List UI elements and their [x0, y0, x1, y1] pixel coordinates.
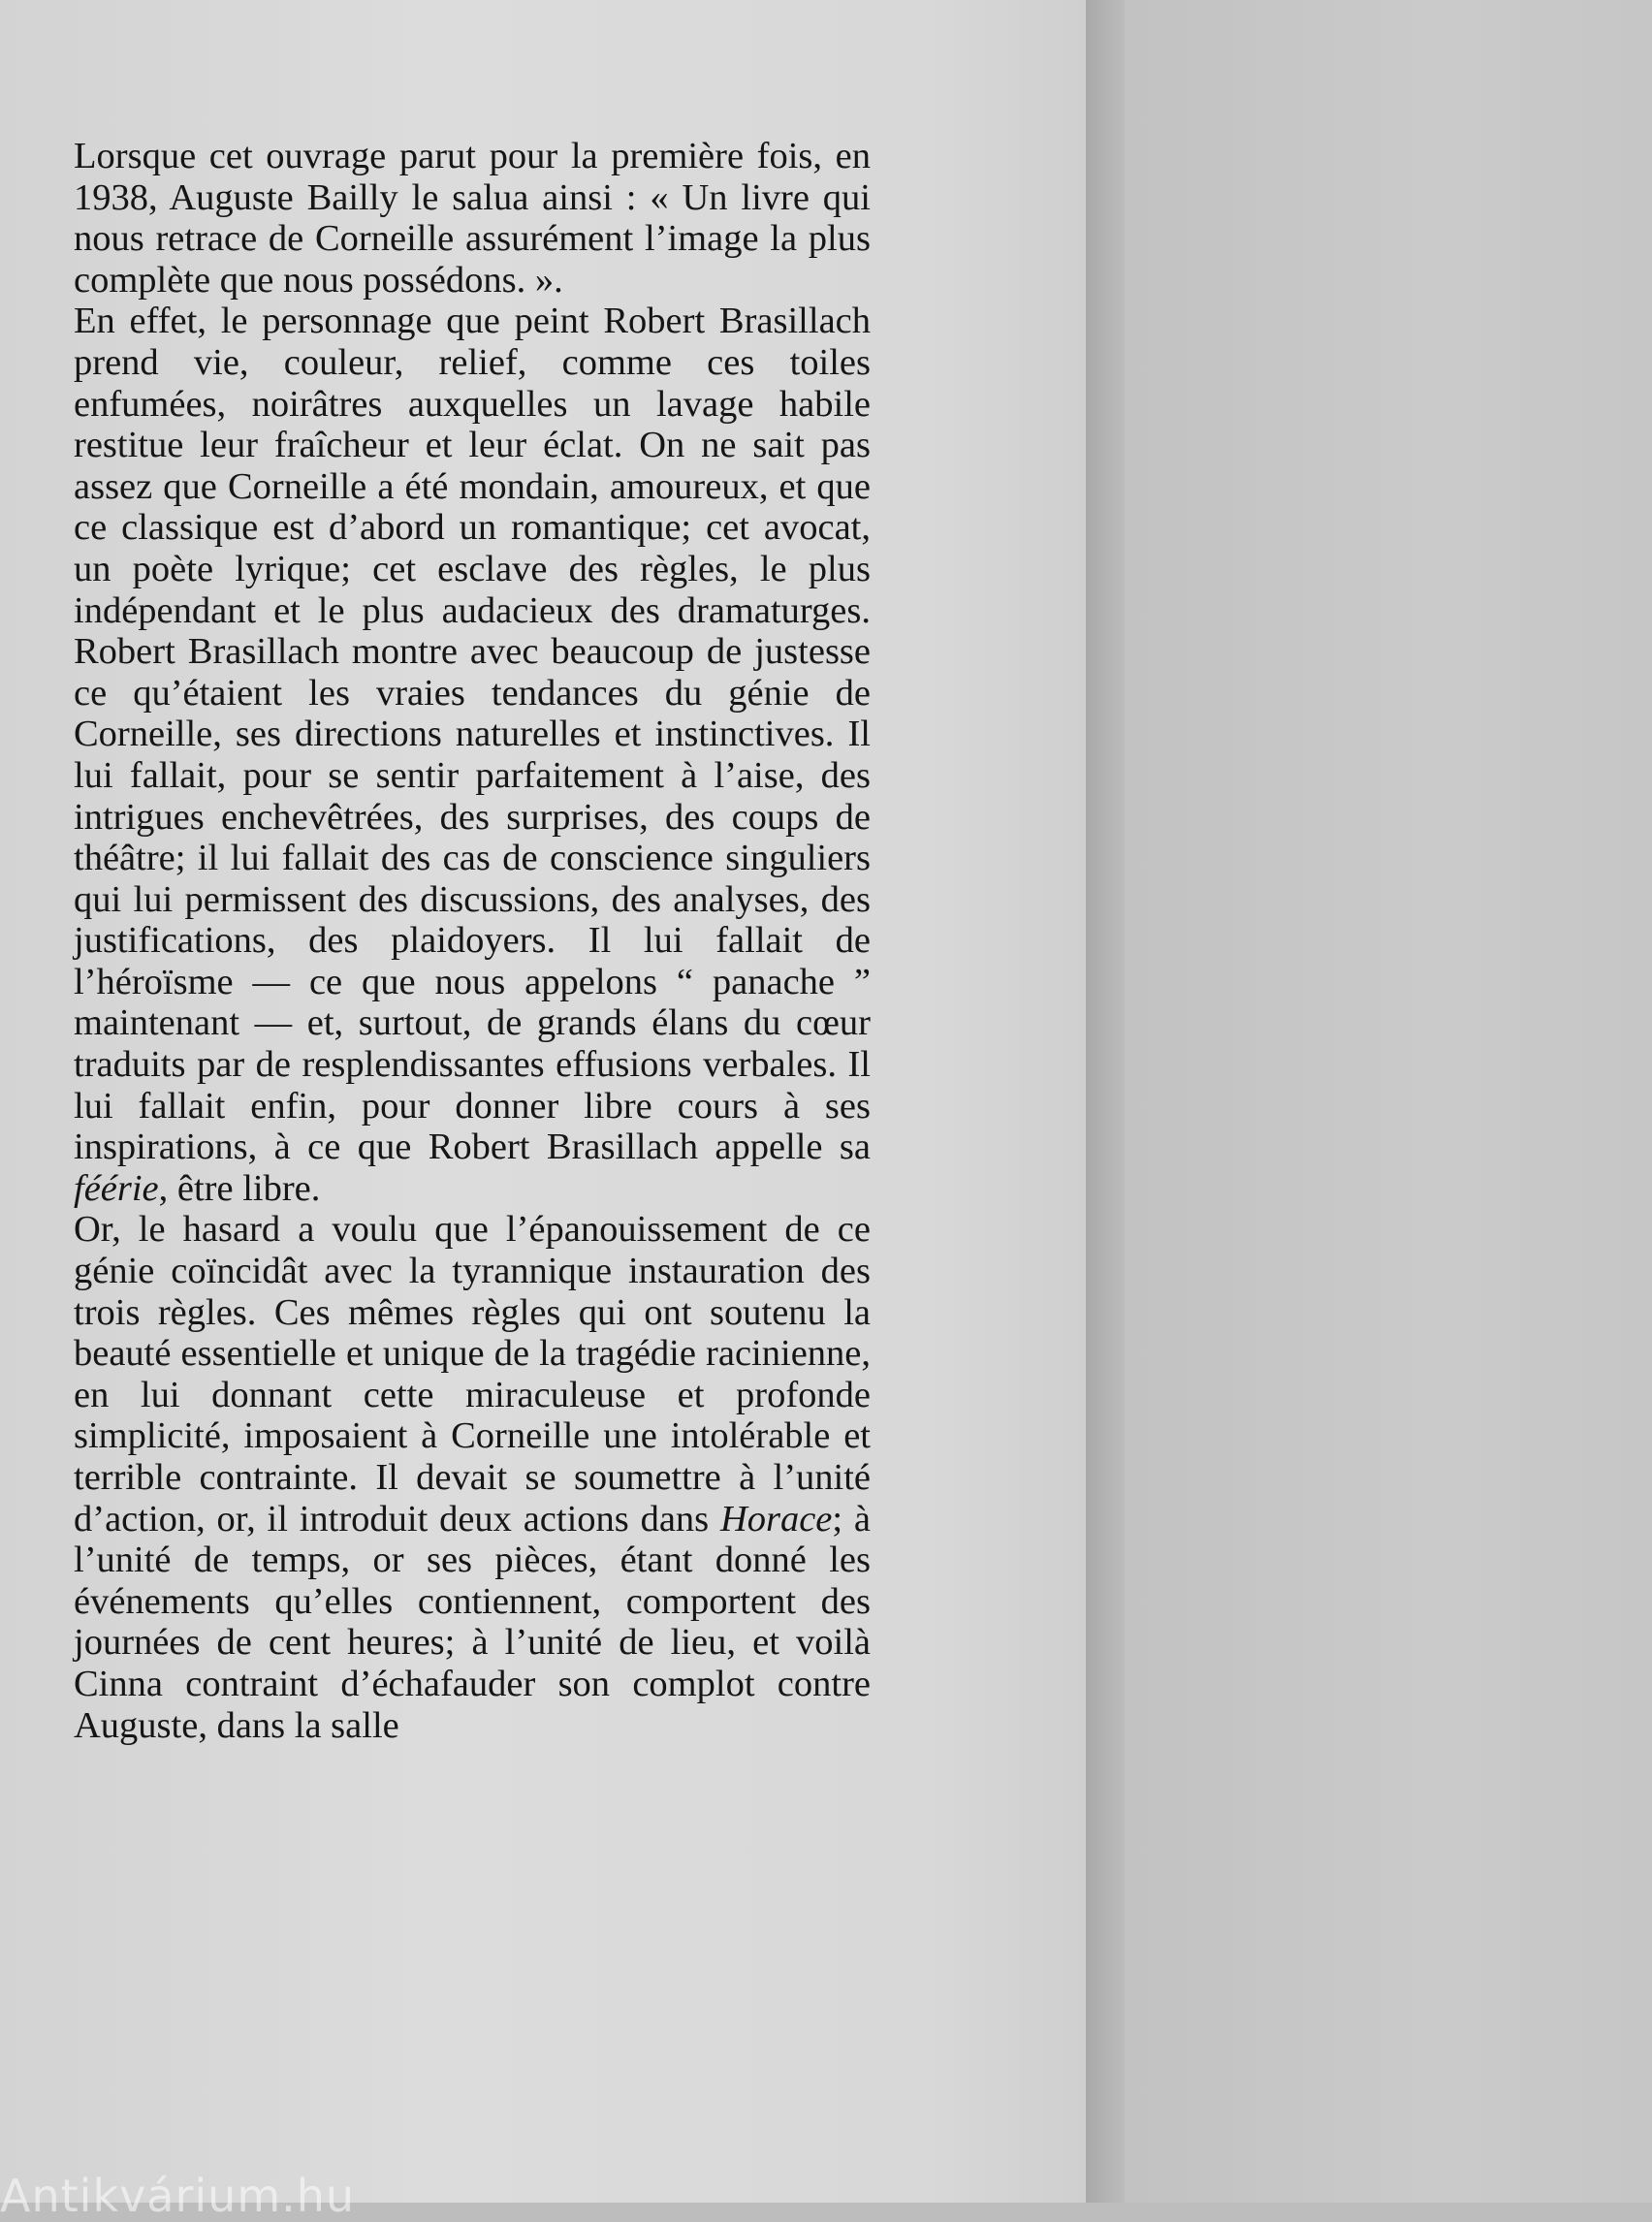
text-column	[74, 136, 871, 1746]
paragraph-2	[74, 301, 871, 1209]
paragraph-3-italic: Horace	[719, 1498, 833, 1540]
paragraph-2-end: , être libre.	[158, 1167, 321, 1209]
paragraph-3-end: ; à l’unité de temps, or ses pièces, étant donné les événements qu’elles contiennent, comportent des journées de cent heures; à l’unité de lieu, et voilà Cinna contraint d’échafauder son complot contre Auguste, dans la salle	[74, 1498, 871, 1746]
paragraph-3	[74, 1209, 871, 1746]
paragraph-3-text: Or, le hasard a voulu que l’épanouissement de ce génie coïncidât avec la tyrannique instauration des trois règles. Ces mêmes règles qui ont soutenu la beauté essentielle et unique de la tragédie racinienne, en lui donnant cette miraculeuse et profonde simplicité, imposaient à Corneille une intolérable et terrible contrainte. Il devait se soumettre à l’unité d’action, or, il introduit deux actions dans	[74, 1209, 871, 1540]
page-shadow-edge	[1086, 0, 1125, 2203]
paragraph-2-text: En effet, le personnage que peint Robert Brasillach prend vie, couleur, relief, comme ces toiles enfumées, noirâtres auxquelles un lavage habile restitue leur fraîcheur et leur éclat. On ne sait pas assez que Corneille a été mondain, amoureux, et que ce classique est d’abord un romantique; cet avocat, un poète lyrique; cet esclave des règles, le plus indépendant et le plus audacieux des dramaturges. Robert Brasillach montre avec beaucoup de justesse ce qu’étaient les vraies tendances du génie de Corneille, ses directions naturelles et instinctives. Il lui fallait, pour se sentir parfaitement à l’aise, des intrigues enchevêtrées, des surprises, des coups de théâtre; il lui fallait des cas de conscience singuliers qui lui permissent des discussions, des analyses, des justifications, des plaidoyers. Il lui fallait de l’héroïsme — ce que nous appelons “ panache ” maintenant — et, surtout, de grands élans du cœur traduits par de resplendissantes effusions verbales. Il lui fallait enfin, pour donner libre cours à ses inspirations, à ce que Robert Brasillach appelle sa	[74, 301, 871, 1168]
paragraph-2-italic: féérie	[74, 1167, 159, 1209]
paragraph-1: Lorsque cet ouvrage parut pour la première fois, en 1938, Auguste Bailly le salua ainsi : « Un livre qui nous retrace de Corneille assurément l’image la plus complète que nous possédons. ».	[74, 136, 871, 301]
background-surface	[1125, 0, 1652, 2203]
watermark: Antikvárium.hu	[0, 2170, 356, 2222]
